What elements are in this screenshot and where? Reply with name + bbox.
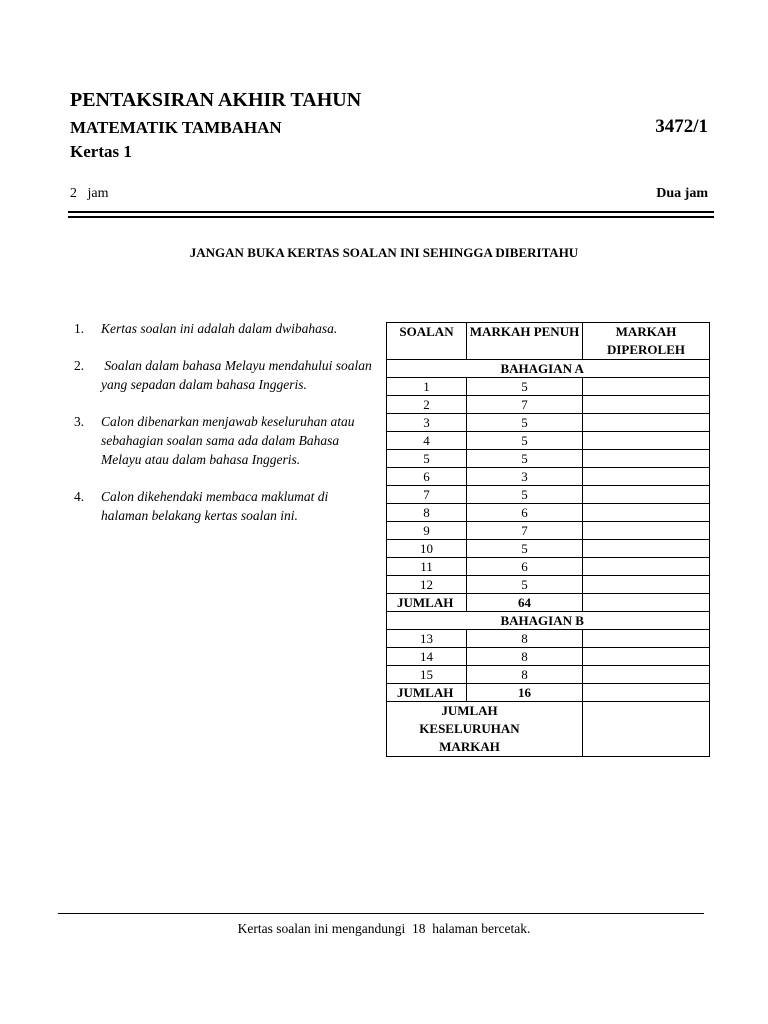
duration-numeric: 2 jam [70, 186, 109, 201]
instruction-item [74, 356, 374, 394]
table-row [387, 414, 710, 432]
obtained-marks-cell [583, 486, 710, 504]
table-row [387, 486, 710, 504]
instruction-text: Calon dibenarkan menjawab keseluruhan atau sebahagian soalan sama ada dalam Bahasa Melayu atau dalam bahasa Inggeris. [101, 414, 358, 467]
obtained-marks-cell [583, 450, 710, 468]
table-header-row [387, 323, 710, 360]
obtained-marks-cell [583, 504, 710, 522]
full-marks-cell: 5 [467, 540, 583, 558]
question-number-cell: 12 [387, 576, 467, 594]
header-rule-bottom [68, 216, 714, 218]
table-row [387, 666, 710, 684]
total-a-row [387, 594, 710, 612]
obtained-marks-cell [583, 396, 710, 414]
total-value-cell: 16 [467, 684, 583, 702]
question-number-cell: 13 [387, 630, 467, 648]
instruction-number: 1. [74, 321, 85, 336]
obtained-marks-cell [583, 648, 710, 666]
obtained-marks-cell [583, 540, 710, 558]
section-label: BAHAGIAN B [467, 612, 710, 630]
full-marks-cell: 5 [467, 414, 583, 432]
footer-rule [58, 913, 704, 914]
duration-words: Dua jam [656, 186, 708, 201]
table-row [387, 504, 710, 522]
instruction-number: 4. [74, 489, 85, 504]
obtained-marks-cell [583, 414, 710, 432]
instructions-list [74, 319, 374, 543]
question-number-cell: 11 [387, 558, 467, 576]
full-marks-cell: 6 [467, 558, 583, 576]
question-number-cell: 8 [387, 504, 467, 522]
question-number-cell: 3 [387, 414, 467, 432]
full-marks-cell: 3 [467, 468, 583, 486]
total-obtained-cell [583, 594, 710, 612]
header-rule-top [68, 211, 714, 213]
subject-title: MATEMATIK TAMBAHAN [70, 118, 282, 137]
full-marks-cell: 5 [467, 486, 583, 504]
table-row [387, 450, 710, 468]
question-number-cell: 6 [387, 468, 467, 486]
total-label-cell: JUMLAH [387, 594, 467, 612]
table-row [387, 630, 710, 648]
instruction-text: Calon dikehendaki membaca maklumat di halaman belakang kertas soalan ini. [101, 489, 332, 523]
table-row [387, 396, 710, 414]
full-marks-cell: 5 [467, 450, 583, 468]
instruction-item [74, 319, 374, 338]
instruction-text: Soalan dalam bahasa Melayu mendahului soalan yang sepadan dalam bahasa Inggeris. [101, 358, 376, 392]
question-number-cell: 4 [387, 432, 467, 450]
section-label: BAHAGIAN A [467, 360, 710, 378]
page-count-note: Kertas soalan ini mengandungi 18 halaman bercetak. [237, 921, 531, 936]
instruction-item [74, 412, 374, 469]
paper-number: Kertas 1 [70, 142, 132, 161]
section-b-row [387, 612, 710, 630]
instruction-text: Kertas soalan ini adalah dalam dwibahasa. [101, 321, 338, 336]
table-row [387, 540, 710, 558]
full-marks-cell: 8 [467, 666, 583, 684]
full-marks-cell: 7 [467, 396, 583, 414]
grand-total-label: JUMLAH KESELURUHAN MARKAH [387, 702, 583, 757]
obtained-marks-cell [583, 522, 710, 540]
question-number-cell: 7 [387, 486, 467, 504]
header-soalan: SOALAN [387, 323, 467, 360]
obtained-marks-cell [583, 432, 710, 450]
section-blank-cell [387, 612, 467, 630]
header-markah-diperoleh: MARKAH DIPEROLEH [583, 323, 710, 360]
obtained-marks-cell [583, 666, 710, 684]
header-markah-penuh: MARKAH PENUH [467, 323, 583, 360]
obtained-marks-cell [583, 468, 710, 486]
table-row [387, 432, 710, 450]
total-obtained-cell [583, 684, 710, 702]
table-row [387, 468, 710, 486]
question-number-cell: 2 [387, 396, 467, 414]
instruction-number: 2. [74, 358, 85, 373]
marks-table [386, 322, 710, 757]
do-not-open-warning: JANGAN BUKA KERTAS SOALAN INI SEHINGGA DIBERITAHU [189, 245, 579, 260]
grand-total-obtained-cell [583, 702, 710, 757]
question-number-cell: 15 [387, 666, 467, 684]
table-row [387, 648, 710, 666]
question-number-cell: 1 [387, 378, 467, 396]
full-marks-cell: 5 [467, 378, 583, 396]
question-number-cell: 14 [387, 648, 467, 666]
obtained-marks-cell [583, 558, 710, 576]
total-b-row [387, 684, 710, 702]
table-row [387, 522, 710, 540]
question-number-cell: 10 [387, 540, 467, 558]
full-marks-cell: 8 [467, 648, 583, 666]
full-marks-cell: 5 [467, 576, 583, 594]
full-marks-cell: 8 [467, 630, 583, 648]
obtained-marks-cell [583, 630, 710, 648]
table-row [387, 576, 710, 594]
exam-title: PENTAKSIRAN AKHIR TAHUN [70, 89, 362, 111]
question-number-cell: 5 [387, 450, 467, 468]
question-number-cell: 9 [387, 522, 467, 540]
table-row [387, 558, 710, 576]
total-label-cell: JUMLAH [387, 684, 467, 702]
obtained-marks-cell [583, 576, 710, 594]
instruction-number: 3. [74, 414, 85, 429]
section-blank-cell [387, 360, 467, 378]
obtained-marks-cell [583, 378, 710, 396]
full-marks-cell: 7 [467, 522, 583, 540]
full-marks-cell: 6 [467, 504, 583, 522]
grand-total-row [387, 702, 710, 757]
total-value-cell: 64 [467, 594, 583, 612]
table-row [387, 378, 710, 396]
section-a-row [387, 360, 710, 378]
full-marks-cell: 5 [467, 432, 583, 450]
instruction-item [74, 487, 374, 525]
paper-code: 3472/1 [655, 116, 708, 137]
